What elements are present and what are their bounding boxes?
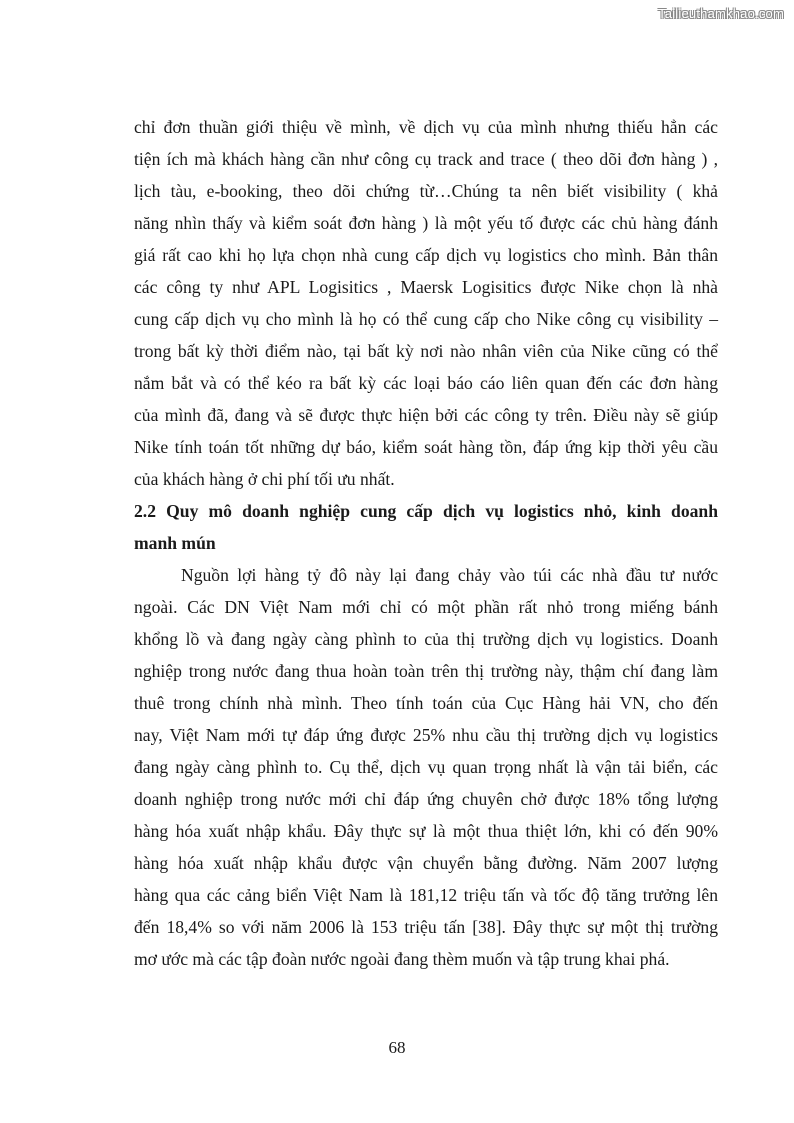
text-line: nắm bắt và có thể kéo ra bất kỳ các loại báo cáo liên quan đến các đơn hàng [134, 373, 718, 393]
text-line: trong bất kỳ thời điểm nào, tại bất kỳ nơi nào nhân viên của Nike cũng có thể [134, 341, 718, 361]
text-line: các công ty như APL Logisitics , Maersk Logisitics được Nike chọn là nhà [134, 277, 718, 297]
text-line: hàng qua các cảng biển Việt Nam là 181,12 triệu tấn và tốc độ tăng trưởng lên [134, 885, 718, 905]
text-line: hàng hóa xuất nhập khẩu được vận chuyển bằng đường. Năm 2007 lượng [134, 853, 718, 873]
page-body [134, 111, 718, 975]
text-line: manh mún [134, 533, 216, 553]
text-line: của mình đã, đang và sẽ được thực hiện bởi các công ty trên. Điều này sẽ giúp [134, 405, 718, 425]
page-number: 68 [388, 1038, 406, 1057]
text-line: tiện ích mà khách hàng cần như công cụ track and trace ( theo dõi đơn hàng ) , [134, 149, 718, 169]
text-line: thuê trong chính nhà mình. Theo tính toán của Cục Hàng hải VN, cho đến [134, 693, 718, 713]
paragraph-2 [134, 559, 718, 975]
text-line: khổng lồ và đang ngày càng phình to của thị trường dịch vụ logistics. Doanh [134, 629, 718, 649]
text-line: 2.2 Quy mô doanh nghiệp cung cấp dịch vụ logistics nhỏ, kinh doanh [134, 501, 718, 521]
text-line: nay, Việt Nam mới tự đáp ứng được 25% nhu cầu thị trường dịch vụ logistics [134, 725, 718, 745]
text-line: cung cấp dịch vụ cho mình là họ có thể cung cấp cho Nike công cụ visibility – [134, 309, 718, 329]
text-line: nghiệp trong nước đang thua hoàn toàn trên thị trường này, thậm chí đang làm [134, 661, 718, 681]
text-line: mơ ước mà các tập đoàn nước ngoài đang thèm muốn và tập trung khai phá. [134, 949, 670, 969]
text-line: lịch tàu, e-booking, theo dõi chứng từ…Chúng ta nên biết visibility ( khả [134, 181, 718, 201]
text-line: doanh nghiệp trong nước mới chỉ đáp ứng chuyên chở được 18% tổng lượng [134, 789, 718, 809]
watermark-text: Tailieuthamkhao.com [658, 6, 784, 21]
text-line: Nike tính toán tốt những dự báo, kiểm soát hàng tồn, đáp ứng kịp thời yêu cầu [134, 437, 718, 457]
text-line: Nguồn lợi hàng tỷ đô này lại đang chảy vào túi các nhà đầu tư nước [181, 565, 718, 585]
paragraph-1 [134, 111, 718, 495]
text-line: giá rất cao khi họ lựa chọn nhà cung cấp dịch vụ logistics cho mình. Bản thân [134, 245, 718, 265]
text-line: ngoài. Các DN Việt Nam mới chỉ có một phần rất nhỏ trong miếng bánh [134, 597, 718, 617]
text-line: chỉ đơn thuần giới thiệu về mình, về dịch vụ của mình nhưng thiếu hẳn các [134, 117, 718, 137]
text-line: năng nhìn thấy và kiểm soát đơn hàng ) là một yếu tố được các chủ hàng đánh [134, 213, 718, 233]
text-line: hàng hóa xuất nhập khẩu. Đây thực sự là một thua thiệt lớn, khi có đến 90% [134, 821, 718, 841]
text-line: đến 18,4% so với năm 2006 là 153 triệu tấn [38]. Đây thực sự một thị trường [134, 917, 718, 937]
text-line: của khách hàng ở chi phí tối ưu nhất. [134, 469, 395, 489]
section-heading [134, 495, 718, 559]
text-line: đang ngày càng phình to. Cụ thể, dịch vụ quan trọng nhất là vận tải biển, các [134, 757, 718, 777]
